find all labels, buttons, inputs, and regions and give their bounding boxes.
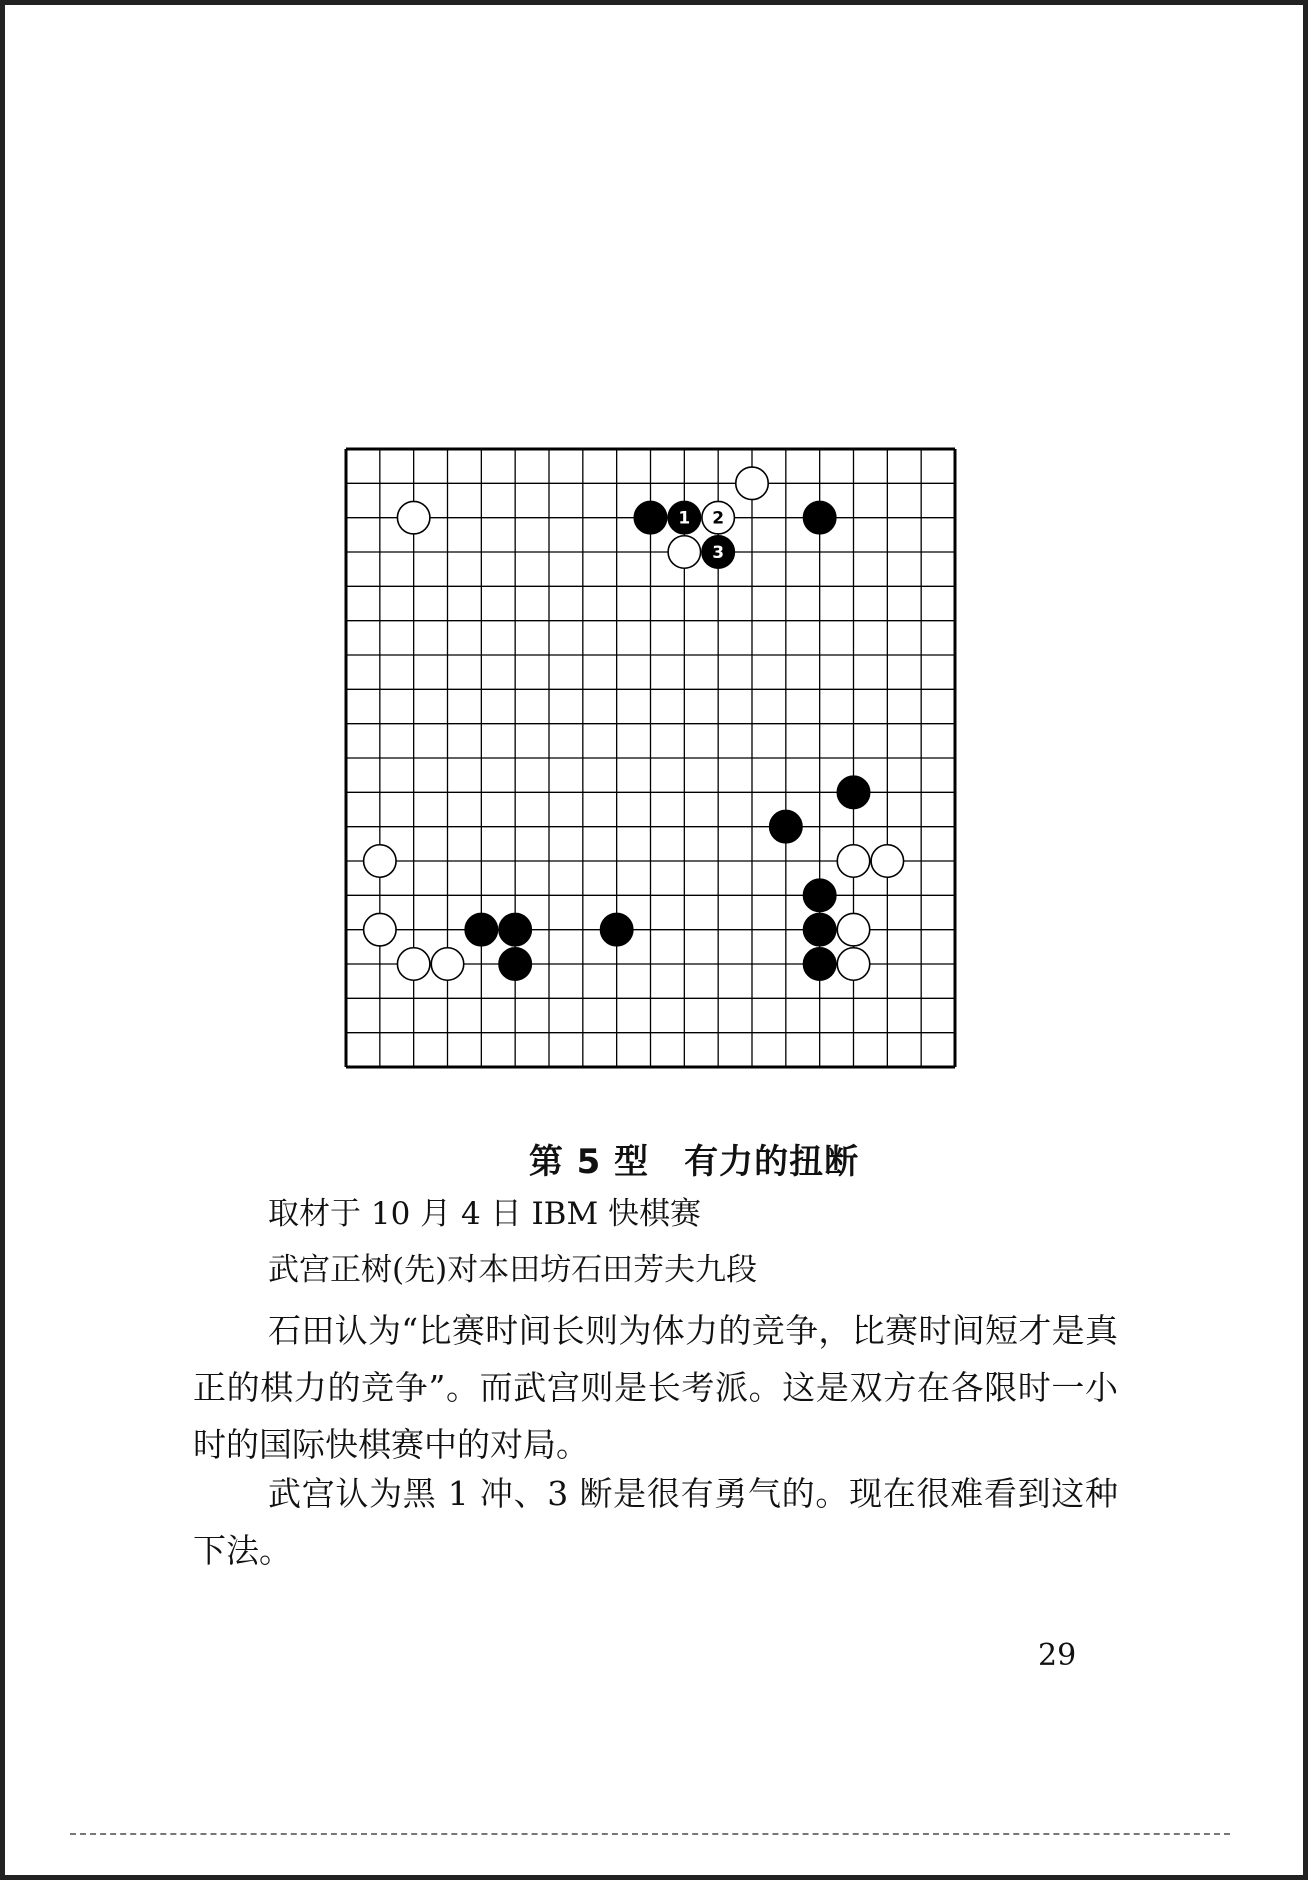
source-line: 取材于 10 月 4 日 IBM 快棋赛	[268, 1196, 702, 1232]
page-number: 29	[1038, 1638, 1077, 1673]
scan-edge-line	[70, 1833, 1230, 1835]
black-stone	[499, 913, 531, 945]
white-stone	[736, 467, 768, 499]
black-stone	[634, 501, 666, 533]
pattern-title: 第 5 型 有力的扭断	[528, 1142, 860, 1182]
move-number-label: 1	[678, 508, 691, 529]
white-stone	[837, 948, 869, 980]
white-stone	[397, 501, 429, 533]
white-stone	[364, 845, 396, 877]
black-stone	[600, 913, 632, 945]
black-stone	[770, 810, 802, 842]
black-stone	[803, 879, 835, 911]
white-stone	[837, 845, 869, 877]
black-stone	[803, 501, 835, 533]
black-stone	[803, 948, 835, 980]
paragraph-1: 石田认为“比赛时间长则为体力的竞争，比赛时间短才是真正的棋力的竞争”。而武宫则是长考派。这是双方在各限时一小时的国际快棋赛中的对局。	[193, 1311, 1118, 1464]
black-stone	[803, 913, 835, 945]
white-stone	[364, 913, 396, 945]
move-number-label: 2	[712, 508, 725, 529]
white-stone	[871, 845, 903, 877]
white-stone	[431, 948, 463, 980]
white-stone	[397, 948, 429, 980]
move-number-label: 3	[712, 543, 725, 563]
white-stone	[668, 536, 700, 568]
paragraph-2: 武宫认为黑 1 冲、3 断是很有勇气的。现在很难看到这种下法。	[193, 1474, 1118, 1570]
go-board	[343, 446, 958, 1070]
players-line: 武宫正树(先)对本田坊石田芳夫九段	[268, 1252, 758, 1288]
black-stone	[837, 776, 869, 808]
go-board-diagram	[343, 446, 958, 1070]
white-stone	[837, 913, 869, 945]
black-stone	[465, 913, 497, 945]
black-stone	[499, 948, 531, 980]
